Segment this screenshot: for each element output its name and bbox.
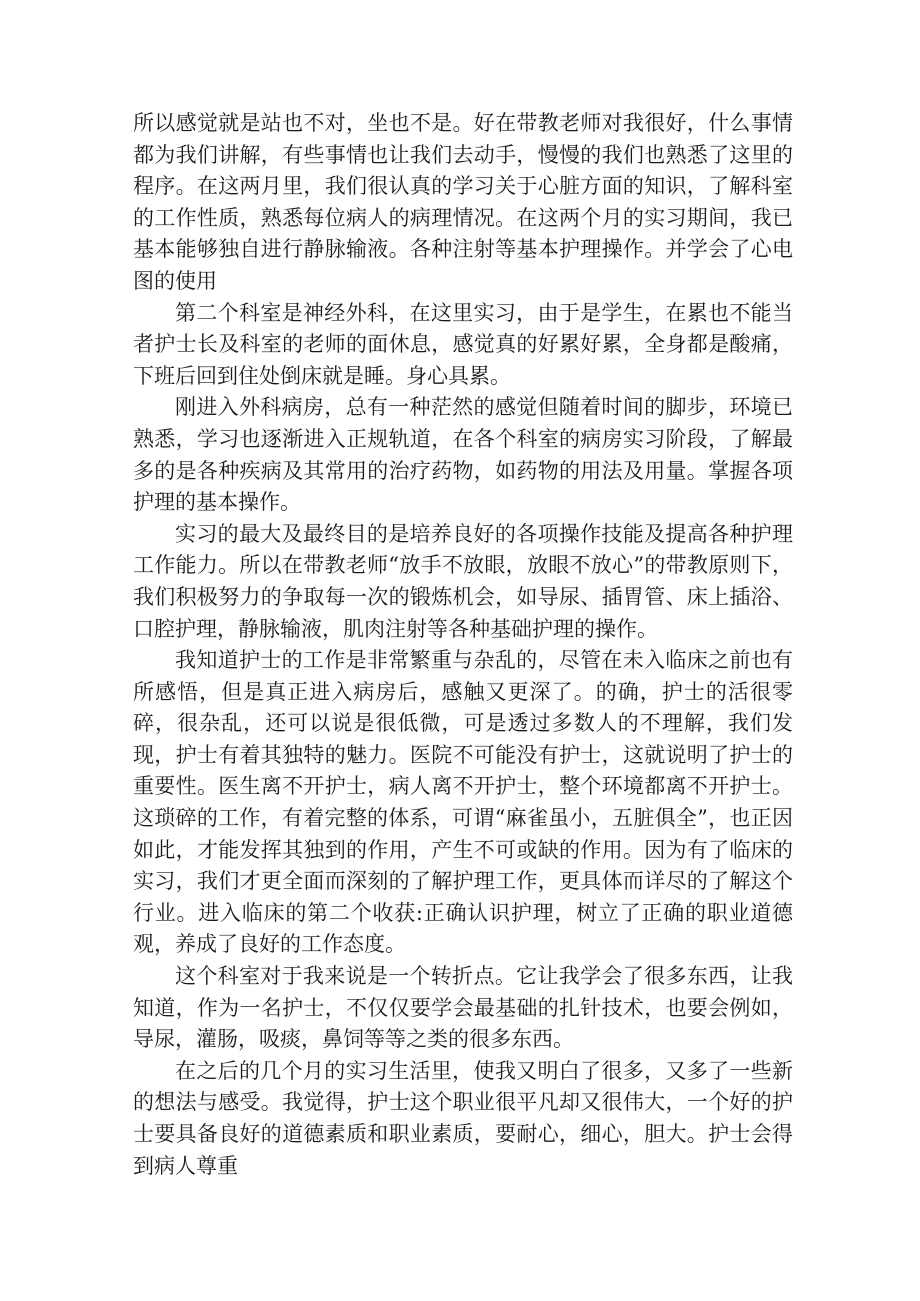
paragraph-turning-point: 这个科室对于我来说是一个转折点。它让我学会了很多东西，让我知道，作为一名护士，不仅仅要学会最基础的扎针技术，也要会例如，导尿，灌肠，吸痰，鼻饲等等之类的很多东西。 <box>133 964 793 1052</box>
paragraph-surgical-ward: 刚进入外科病房，总有一种茫然的感觉但随着时间的脚步，环境已熟悉，学习也逐渐进入正规轨道，在各个科室的病房实习阶段，了解最多的是各种疾病及其常用的治疗药物，如药物的用法及用量。掌握各项护理的基本操作。 <box>133 395 793 515</box>
paragraph-later-months: 在之后的几个月的实习生活里，使我又明白了很多，又多了一些新的想法与感受。我觉得，护士这个职业很平凡却又很伟大，一个好的护士要具备良好的道德素质和职业素质，要耐心，细心，胆大。护士会得到病人尊重 <box>133 1058 793 1178</box>
paragraph-nursing-work: 我知道护士的工作是非常繁重与杂乱的，尽管在未入临床之前也有所感悟，但是真正进入病房后，感触又更深了。的确，护士的活很零碎，很杂乱，还可以说是很低微，可是透过多数人的不理解，我们发现，护士有着其独特的魅力。医院不可能没有护士，这就说明了护士的重要性。医生离不开护士，病人离不开护士，整个环境都离不开护士。这琐碎的工作，有着完整的体系，可谓“麻雀虽小，五脏俱全”，也正因如此，才能发挥其独到的作用，产生不可或缺的作用。因为有了临床的实习，我们才更全面而深刻的了解护理工作，更具体而详尽的了解这个行业。进入临床的第二个收获:正确认识护理，树立了正确的职业道德观，养成了良好的工作态度。 <box>133 648 793 957</box>
document-page <box>133 108 793 1182</box>
paragraph-neurosurgery: 第二个科室是神经外科，在这里实习，由于是学生，在累也不能当者护士长及科室的老师的面休息，感觉真的好累好累，全身都是酸痛，下班后回到住处倒床就是睡。身心具累。 <box>133 300 793 388</box>
paragraph-continued: 所以感觉就是站也不对，坐也不是。好在带教老师对我很好，什么事情都为我们讲解，有些事情也让我们去动手，慢慢的我们也熟悉了这里的程序。在这两月里，我们很认真的学习关于心脏方面的知识，了解科室的工作性质，熟悉每位病人的病理情况。在这两个月的实习期间，我已基本能够独自进行静脉输液。各种注射等基本护理操作。并学会了心电图的使用 <box>133 111 793 293</box>
paragraph-internship-goal: 实习的最大及最终目的是培养良好的各项操作技能及提高各种护理工作能力。所以在带教老师“放手不放眼，放眼不放心”的带教原则下，我们积极努力的争取每一次的锻炼机会，如导尿、插胃管、床上插浴、口腔护理，静脉输液，肌肉注射等各种基础护理的操作。 <box>133 521 793 641</box>
